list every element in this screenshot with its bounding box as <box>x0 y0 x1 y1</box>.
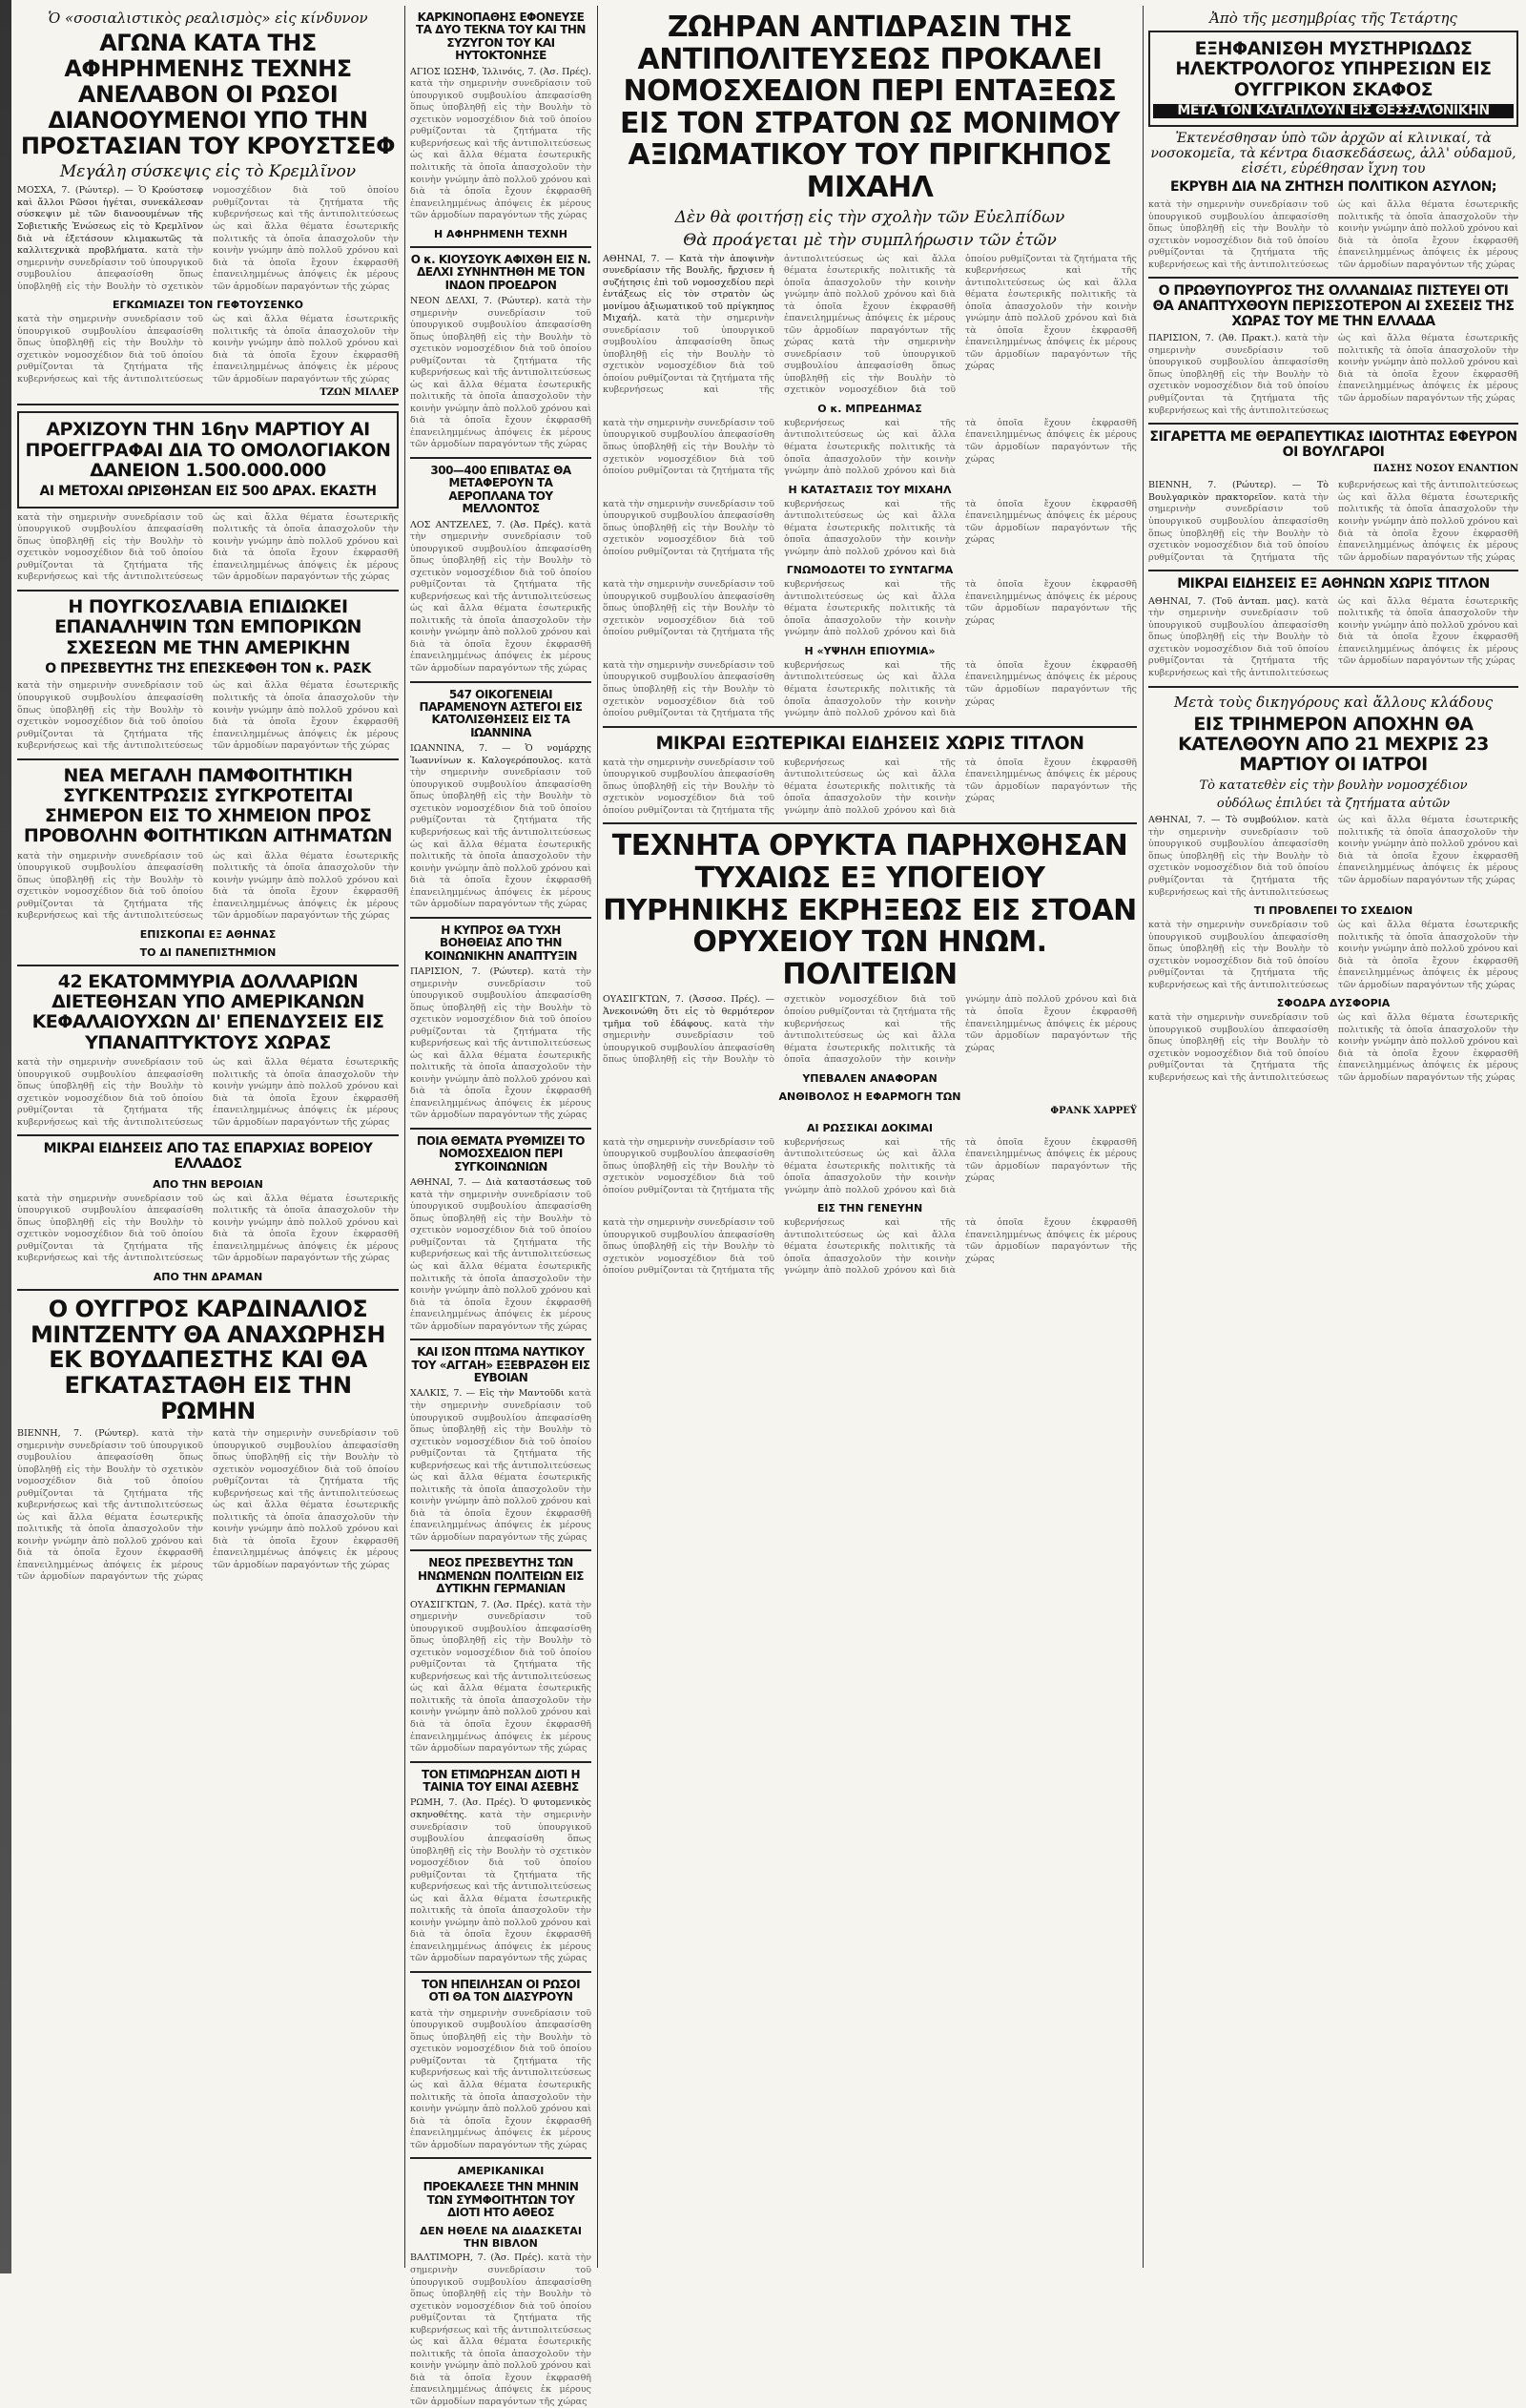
article-body-plan: κατὰ τὴν σημερινὴν συνεδρίασιν τοῦ ὑπουργικοῦ συμβουλίου ἀπεφασίσθη ὅπως ὑποβληθῇ εἰς τὴν Βουλὴν τὸ σχετικὸν νομοσχέδιον διὰ τοῦ ὁποίου ρυθμίζονται τὰ ζητήματα τῆς κυβερνήσεως καὶ τῆς ἀντιπολιτεύσεως ὡς καὶ ἄλλα θέματα ἐσωτερικῆς πολιτικῆς τὰ ὁποῖα ἀπασχολοῦν τὴν κοινὴν γνώμην ἀπὸ πολλοῦ χρόνου καὶ διὰ τὰ ὁποῖα ἔχουν ἐκφρασθῆ ἐπανειλημμένως ἀπόψεις ἐκ μέρους τῶν ἁρμοδίων παραγόντων τῆς χώρας <box>1148 920 1518 990</box>
column-rule <box>404 6 405 2268</box>
article-body-investments: κατὰ τὴν σημερινὴν συνεδρίασιν τοῦ ὑπουργικοῦ συμβουλίου ἀπεφασίσθη ὅπως ὑποβληθῇ εἰς τὴν Βουλὴν τὸ σχετικὸν νομοσχέδιον διὰ τοῦ ὁποίου ρυθμίζονται τὰ ζητήματα τῆς κυβερνήσεως καὶ τῆς ἀντιπολιτεύσεως ὡς καὶ ἄλλα θέματα ἐσωτερικῆς πολιτικῆς τὰ ὁποῖα ἀπασχολοῦν τὴν κοινὴν γνώμην ἀπὸ πολλοῦ χρόνου καὶ διὰ τὰ ὁποῖα ἔχουν ἐκφρασθῆ ἐπανειλημμένως ἀπόψεις ἐκ μέρους τῶν ἁρμοδίων παραγόντων τῆς χώρας <box>17 1056 399 1128</box>
deck-evelpidon: Δὲν θὰ φοιτήσῃ εἰς τὴν σχολὴν τῶν Εὐελπίδων <box>674 207 1065 227</box>
subhead-american-news: ΑΜΕΡΙΚΑΝΙΚΑΙ <box>457 2165 545 2178</box>
byline-miller: ΤΖΩΝ ΜΙΛΛΕΡ <box>320 387 399 399</box>
headline-mindszenty: Ο ΟΥΓΓΡΟΣ ΚΑΡΔΙΝΑΛΙΟΣ ΜΙΝΤΖΕΝΤΥ ΘΑ ΑΝΑΧΩΡΗΣΗ ΕΚ ΒΟΥΔΑΠΕΣΤΗΣ ΚΑΙ ΘΑ ΕΓΚΑΤΑΣΤΑΘΗ ΕΙΣ ΤΗΝ ΡΩΜΗΝ <box>31 1295 385 1425</box>
headline-future-airplanes: 300—400 ΕΠΙΒΑΤΑΣ ΘΑ ΜΕΤΑΦΕΡΟΥΝ ΤΑ ΑΕΡΟΠΛΑΝΑ ΤΟΥ ΜΕΛΛΟΝΤΟΣ <box>430 463 571 516</box>
article-body-cancer-patient: ΑΓΙΟΣ ΙΩΣΗΦ, Ἰλλινόις, 7. (Ἀσ. Πρές). κατὰ τὴν σημερινὴν συνεδρίασιν τοῦ ὑπουργικοῦ συμβουλίου ἀπεφασίσθη ὅπως ὑποβληθῇ εἰς τὴν Βουλὴν τὸ σχετικὸν νομοσχέδιον διὰ τοῦ ὁποίου ρυθμίζονται τὰ ζητήματα τῆς κυβερνήσεως καὶ τῆς ἀντιπολιτεύσεως ὡς καὶ ἄλλα θέματα ἐσωτερικῆς πολιτικῆς τὰ ὁποῖα ἀπασχολοῦν τὴν κοινὴν γνώμην ἀπὸ πολλοῦ χρόνου καὶ διὰ τὰ ὁποῖα ἔχουν ἐκφρασθῆ ἐπανειλημμένως ἀπόψεις ἐκ μέρους τῶν ἁρμοδίων παραγόντων τῆς χώρας <box>410 66 591 221</box>
divider <box>17 1134 399 1136</box>
deck-kremlin: Μεγάλη σύσκεψις εἰς τὸ Κρεμλῖνον <box>59 162 357 182</box>
divider <box>410 1971 591 1973</box>
headline-us-ambassador-germany: ΝΕΟΣ ΠΡΕΣΒΕΥΤΗΣ ΤΩΝ ΗΝΩΜΕΝΩΝ ΠΟΛΙΤΕΙΩΝ ΕΙΣ ΔΥΤΙΚΗΝ ΓΕΡΜΑΝΙΑΝ <box>417 1556 584 1596</box>
subheadline-bond-shares: ΑΙ ΜΕΤΟΧΑΙ ΩΡΙΣΘΗΣΑΝ ΕΙΣ 500 ΔΡΑΧ. ΕΚΑΣΤΗ <box>39 484 377 500</box>
deck-search: Ἐκτενέσθησαν ὑπὸ τῶν ἀρχῶν αἱ κλινικαί, τὰ νοσοκομεῖα, τὰ κέντρα διασκεδάσεως, ἀλλ' οὐδαμοῦ, εἰσέτι, εὑρέθησαν ἴχνη του <box>1150 131 1516 177</box>
subhead-constitution: ΓΝΩΜΟΔΟΤΕΙ ΤΟ ΣΥΝΤΑΓΜΑ <box>786 564 954 577</box>
divider <box>1148 277 1518 279</box>
headline-political-asylum: ΕΚΡΥΒΗ ΔΙΑ ΝΑ ΖΗΤΗΣΗ ΠΟΛΙΤΙΚΟΝ ΑΣΥΛΟΝ; <box>1170 179 1496 196</box>
box-bond-loan <box>17 411 399 508</box>
article-body-atheist: ΒΑΛΤΙΜΟΡΗ, 7. (Ἀσ. Πρές). κατὰ τὴν σημερινὴν συνεδρίασιν τοῦ ὑπουργικοῦ συμβουλίου ἀπεφασίσθη ὅπως ὑποβληθῇ εἰς τὴν Βουλὴν τὸ σχετικὸν νομοσχέδιον διὰ τοῦ ὁποίου ρυθμίζονται τὰ ζητήματα τῆς κυβερνήσεως καὶ τῆς ἀντιπολιτεύσεως ὡς καὶ ἄλλα θέματα ἐσωτερικῆς πολιτικῆς τὰ ὁποῖα ἀπασχολοῦν τὴν κοινὴν γνώμην ἀπὸ πολλοῦ χρόνου καὶ διὰ τὰ ὁποῖα ἔχουν ἐκφρασθῆ ἐπανειλημμένως ἀπόψεις ἐκ μέρους τῶν ἁρμοδίων παραγόντων τῆς χώρας <box>410 2252 591 2407</box>
article-body-airplanes: ΛΟΣ ΑΝΤΖΕΛΕΣ, 7. (Ἀσ. Πρές). κατὰ τὴν σημερινὴν συνεδρίασιν τοῦ ὑπουργικοῦ συμβουλίου ἀπεφασίσθη ὅπως ὑποβληθῇ εἰς τὴν Βουλὴν τὸ σχετικὸν νομοσχέδιον διὰ τοῦ ὁποίου ρυθμίζονται τὰ ζητήματα τῆς κυβερνήσεως καὶ τῆς ἀντιπολιτεύσεως ὡς καὶ ἄλλα θέματα ἐσωτερικῆς πολιτικῆς τὰ ὁποῖα ἀπασχολοῦν τὴν κοινὴν γνώμην ἀπὸ πολλοῦ χρόνου καὶ διὰ τὰ ὁποῖα ἔχουν ἐκφρασθῆ ἐπανειλημμένως ἀπόψεις ἐκ μέρους τῶν ἁρμοδίων παραγόντων τῆς χώρας <box>410 519 591 674</box>
divider <box>17 965 399 966</box>
divider <box>603 726 1137 728</box>
column-rule <box>1143 6 1144 2268</box>
column-rule <box>597 6 598 2268</box>
headline-communications-bill: ΠΟΙΑ ΘΕΜΑΤΑ ΡΥΘΜΙΖΕΙ ΤΟ ΝΟΜΟΣΧΕΔΙΟΝ ΠΕΡΙ ΣΥΓΚΟΙΝΩΝΙΩΝ <box>417 1133 585 1173</box>
subheadline-ambassador-rusk: Ο ΠΡΕΣΒΕΥΤΗΣ ΤΗΣ ΕΠΕΣΚΕΦΘΗ ΤΟΝ κ. ΡΑΣΚ <box>45 660 371 676</box>
article-body-mindszenty: ΒΙΕΝΝΗ, 7. (Ρώυτερ). κατὰ τὴν σημερινὴν συνεδρίασιν τοῦ ὑπουργικοῦ συμβουλίου ἀπεφασίσθη ὅπως ὑποβληθῇ εἰς τὴν Βουλὴν τὸ σχετικὸν νομοσχέδιον διὰ τοῦ ὁποίου ρυθμίζονται τὰ ζητήματα τῆς κυβερνήσεως καὶ τῆς ἀντιπολιτεύσεως ὡς καὶ ἄλλα θέματα ἐσωτερικῆς πολιτικῆς τὰ ὁποῖα ἀπασχολοῦν τὴν κοινὴν γνώμην ἀπὸ πολλοῦ χρόνου καὶ διὰ τὰ ὁποῖα ἔχουν ἐκφρασθῆ ἐπανειλημμένως ἀπόψεις ἐκ μέρους τῶν ἁρμοδίων παραγόντων τῆς χώρας κατὰ τὴν σημερινὴν συνεδρίασιν τοῦ ὑπουργικοῦ συμβουλίου ἀπεφασίσθη ὅπως ὑποβληθῇ εἰς τὴν Βουλὴν τὸ σχετικὸν νομοσχέδιον διὰ τοῦ ὁποίου ρυθμίζονται τὰ ζητήματα τῆς κυβερνήσεως καὶ τῆς ἀντιπολιτεύσεως ὡς καὶ ἄλλα θέματα ἐσωτερικῆς πολιτικῆς τὰ ὁποῖα ἀπασχολοῦν τὴν κοινὴν γνώμην ἀπὸ πολλοῦ χρόνου καὶ διὰ τὰ ὁποῖα ἔχουν ἐκφρασθῆ ἐπανειλημμένως ἀπόψεις ἐκ μέρους τῶν ἁρμοδίων παραγόντων τῆς χώρας <box>17 1428 399 1583</box>
article-body-prince-michael: ΑΘΗΝΑΙ, 7. — Κατὰ τὴν ἀποψινὴν συνεδρίασιν τῆς Βουλῆς, ἤρχισεν ἡ συζήτησις ἐπὶ τοῦ νομοσχεδίου περὶ ἐντάξεως εἰς τὸν στρατὸν ὡς μονίμου ἀξιωματικοῦ τοῦ πρίγκηπος Μιχαήλ. κατὰ τὴν σημερινὴν συνεδρίασιν τοῦ ὑπουργικοῦ συμβουλίου ἀπεφασίσθη ὅπως ὑποβληθῇ εἰς τὴν Βουλὴν τὸ σχετικὸν νομοσχέδιον διὰ τοῦ ὁποίου ρυθμίζονται τὰ ζητήματα τῆς κυβερνήσεως καὶ τῆς ἀντιπολιτεύσεως ὡς καὶ ἄλλα θέματα ἐσωτερικῆς πολιτικῆς τὰ ὁποῖα ἀπασχολοῦν τὴν κοινὴν γνώμην ἀπὸ πολλοῦ χρόνου καὶ διὰ τὰ ὁποῖα ἔχουν ἐκφρασθῆ ἐπανειλημμένως ἀπόψεις ἐκ μέρους τῶν ἁρμοδίων παραγόντων τῆς χώρας κατὰ τὴν σημερινὴν συνεδρίασιν τοῦ ὑπουργικοῦ συμβουλίου ἀπεφασίσθη ὅπως ὑποβληθῇ εἰς τὴν Βουλὴν τὸ σχετικὸν νομοσχέδιον διὰ τοῦ ὁποίου ρυθμίζονται τὰ ζητήματα τῆς κυβερνήσεως καὶ τῆς ἀντιπολιτεύσεως ὡς καὶ ἄλλα θέματα ἐσωτερικῆς πολιτικῆς τὰ ὁποῖα ἀπασχολοῦν τὴν κοινὴν γνώμην ἀπὸ πολλοῦ χρόνου καὶ διὰ τὰ ὁποῖα ἔχουν ἐκφρασθῆ ἐπανειλημμένως ἀπόψεις ἐκ μέρους τῶν ἁρμοδίων παραγόντων τῆς χώρας <box>603 253 1137 396</box>
subhead-geneva: ΕΙΣ ΤΗΝ ΓΕΝΕΥΗΝ <box>816 1202 923 1215</box>
article-body-allowance: κατὰ τὴν σημερινὴν συνεδρίασιν τοῦ ὑπουργικοῦ συμβουλίου ἀπεφασίσθη ὅπως ὑποβληθῇ εἰς τὴν Βουλὴν τὸ σχετικὸν νομοσχέδιον διὰ τοῦ ὁποίου ρυθμίζονται τὰ ζητήματα τῆς κυβερνήσεως καὶ τῆς ἀντιπολιτεύσεως ὡς καὶ ἄλλα θέματα ἐσωτερικῆς πολιτικῆς τὰ ὁποῖα ἀπασχολοῦν τὴν κοινὴν γνώμην ἀπὸ πολλοῦ χρόνου καὶ διὰ τὰ ὁποῖα ἔχουν ἐκφρασθῆ ἐπανειλημμένως ἀπόψεις ἐκ μέρους τῶν ἁρμοδίων παραγόντων τῆς χώρας <box>603 659 1137 719</box>
subhead-application: ΑΝΘΙΒΟΛΟΣ Η ΕΦΑΡΜΟΓΗ ΤΩΝ <box>778 1090 961 1103</box>
divider <box>410 917 591 919</box>
article-body-constitution: κατὰ τὴν σημερινὴν συνεδρίασιν τοῦ ὑπουργικοῦ συμβουλίου ἀπεφασίσθη ὅπως ὑποβληθῇ εἰς τὴν Βουλὴν τὸ σχετικὸν νομοσχέδιον διὰ τοῦ ὁποίου ρυθμίζονται τὰ ζητήματα τῆς κυβερνήσεως καὶ τῆς ἀντιπολιτεύσεως ὡς καὶ ἄλλα θέματα ἐσωτερικῆς πολιτικῆς τὰ ὁποῖα ἀπασχολοῦν τὴν κοινὴν γνώμην ἀπὸ πολλοῦ χρόνου καὶ διὰ τὰ ὁποῖα ἔχουν ἐκφρασθῆ ἐπανειλημμένως ἀπόψεις ἐκ μέρους τῶν ἁρμοδίων παραγόντων τῆς χώρας <box>603 579 1137 638</box>
article-body-dutch-pm: ΠΑΡΙΣΙΟΝ, 7. (Ἀθ. Πρακτ.). κατὰ τὴν σημερινὴν συνεδρίασιν τοῦ ὑπουργικοῦ συμβουλίου ἀπεφασίσθη ὅπως ὑποβληθῇ εἰς τὴν Βουλὴν τὸ σχετικὸν νομοσχέδιον διὰ τοῦ ὁποίου ρυθμίζονται τὰ ζητήματα τῆς κυβερνήσεως καὶ τῆς ἀντιπολιτεύσεως ὡς καὶ ἄλλα θέματα ἐσωτερικῆς πολιτικῆς τὰ ὁποῖα ἀπασχολοῦν τὴν κοινὴν γνώμην ἀπὸ πολλοῦ χρόνου καὶ διὰ τὰ ὁποῖα ἔχουν ἐκφρασθῆ ἐπανειλημμένως ἀπόψεις ἐκ μέρους τῶν ἁρμοδίων παραγόντων τῆς χώρας <box>1148 333 1518 416</box>
headline-missing-electrician: ΕΞΗΦΑΝΙΣΘΗ ΜΥΣΤΗΡΙΩΔΩΣ ΗΛΕΚΤΡΟΛΟΓΟΣ ΥΠΗΡΕΣΙΩΝ ΕΙΣ ΟΥΓΓΡΙΚΟΝ ΣΚΑΦΟΣ <box>1175 38 1492 100</box>
headline-artificial-minerals: ΤΕΧΝΗΤΑ ΟΡΥΚΤΑ ΠΑΡΗΧΘΗΣΑΝ ΤΥΧΑΙΩΣ ΕΞ ΥΠΟΓΕΙΟΥ ΠΥΡΗΝΙΚΗΣ ΕΚΡΗΞΕΩΣ ΕΙΣ ΣΤΟΑΝ ΟΡΥΧΕΙΟΥ ΤΩΝ ΗΝΩΜ. ΠΟΛΙΤΕΙΩΝ <box>603 829 1137 991</box>
headline-kiousouk-new-delhi: Ο κ. ΚΙΟΥΣΟΥΚ ΑΦΙΧΘΗ ΕΙΣ Ν. ΔΕΛΧΙ ΣΥΝΗΝΤΗΘΗ ΜΕ ΤΟΝ ΙΝΔΟΝ ΠΡΟΕΔΡΟΝ <box>410 252 591 292</box>
article-body-athens-briefs: ΑΘΗΝΑΙ, 7. (Τοῦ ἀνταπ. μας). κατὰ τὴν σημερινὴν συνεδρίασιν τοῦ ὑπουργικοῦ συμβουλίου ἀπεφασίσθη ὅπως ὑποβληθῇ εἰς τὴν Βουλὴν τὸ σχετικὸν νομοσχέδιον διὰ τοῦ ὁποίου ρυθμίζονται τὰ ζητήματα τῆς κυβερνήσεως καὶ τῆς ἀντιπολιτεύσεως ὡς καὶ ἄλλα θέματα ἐσωτερικῆς πολιτικῆς τὰ ὁποῖα ἀπασχολοῦν τὴν κοινὴν γνώμην ἀπὸ πολλοῦ χρόνου καὶ διὰ τὰ ὁποῖα ἔχουν ἐκφρασθῆ ἐπανειλημμένως ἀπόψεις ἐκ μέρους τῶν ἁρμοδίων παραγόντων τῆς χώρας <box>1148 595 1518 678</box>
kicker-wednesday: Ἀπὸ τῆς μεσημβρίας τῆς Τετάρτης <box>1209 10 1457 27</box>
headline-prince-michael: ΖΩΗΡΑΝ ΑΝΤΙΔΡΑΣΙΝ ΤΗΣ ΑΝΤΙΠΟΛΙΤΕΥΣΕΩΣ ΠΡΟΚΑΛΕΙ ΝΟΜΟΣΧΕΔΙΟΝ ΠΕΡΙ ΕΝΤΑΞΕΩΣ ΕΙΣ ΤΟΝ ΣΤΡΑΤΟΝ ΩΣ ΜΟΝΙΜΟΥ ΑΞΙΩΜΑΤΙΚΟΥ ΤΟΥ ΠΡΙΓΚΗΠΟΣ ΜΙΧΑΗΛ <box>620 10 1120 204</box>
article-body-brednimas: κατὰ τὴν σημερινὴν συνεδρίασιν τοῦ ὑπουργικοῦ συμβουλίου ἀπεφασίσθη ὅπως ὑποβληθῇ εἰς τὴν Βουλὴν τὸ σχετικὸν νομοσχέδιον διὰ τοῦ ὁποίου ρυθμίζονται τὰ ζητήματα τῆς κυβερνήσεως καὶ τῆς ἀντιπολιτεύσεως ὡς καὶ ἄλλα θέματα ἐσωτερικῆς πολιτικῆς τὰ ὁποῖα ἀπασχολοῦν τὴν κοινὴν γνώμην ἀπὸ πολλοῦ χρόνου καὶ διὰ τὰ ὁποῖα ἔχουν ἐκφρασθῆ ἐπανειλημμένως ἀπόψεις ἐκ μέρους τῶν ἁρμοδίων παραγόντων τῆς χώρας <box>603 417 1137 477</box>
divider <box>603 822 1137 824</box>
article-body-status: κατὰ τὴν σημερινὴν συνεδρίασιν τοῦ ὑπουργικοῦ συμβουλίου ἀπεφασίσθη ὅπως ὑποβληθῇ εἰς τὴν Βουλὴν τὸ σχετικὸν νομοσχέδιον διὰ τοῦ ὁποίου ρυθμίζονται τὰ ζητήματα τῆς κυβερνήσεως καὶ τῆς ἀντιπολιτεύσεως ὡς καὶ ἄλλα θέματα ἐσωτερικῆς πολιτικῆς τὰ ὁποῖα ἀπασχολοῦν τὴν κοινὴν γνώμην ἀπὸ πολλοῦ χρόνου καὶ διὰ τὰ ὁποῖα ἔχουν ἐκφρασθῆ ἐπανειλημμένως ἀπόψεις ἐκ μέρους τῶν ἁρμοδίων παραγόντων τῆς χώρας <box>603 498 1137 557</box>
article-body-foreign-briefs: κατὰ τὴν σημερινὴν συνεδρίασιν τοῦ ὑπουργικοῦ συμβουλίου ἀπεφασίσθη ὅπως ὑποβληθῇ εἰς τὴν Βουλὴν τὸ σχετικὸν νομοσχέδιον διὰ τοῦ ὁποίου ρυθμίζονται τὰ ζητήματα τῆς κυβερνήσεως καὶ τῆς ἀντιπολιτεύσεως ὡς καὶ ἄλλα θέματα ἐσωτερικῆς πολιτικῆς τὰ ὁποῖα ἀπασχολοῦν τὴν κοινὴν γνώμην ἀπὸ πολλοῦ χρόνου καὶ διὰ τὰ ὁποῖα ἔχουν ἐκφρασθῆ ἐπανειλημμένως ἀπόψεις ἐκ μέρους τῶν ἁρμοδίων παραγόντων τῆς χώρας <box>603 757 1137 816</box>
headline-yugoslavia-trade: Η ΠΟΥΓΚΟΣΛΑΒΙΑ ΕΠΙΔΙΩΚΕΙ ΕΠΑΝΑΛΗΨΙΝ ΤΩΝ ΕΜΠΟΡΙΚΩΝ ΣΧΕΣΕΩΝ ΜΕ ΤΗΝ ΑΜΕΡΙΚΗΝ <box>54 596 361 658</box>
divider <box>410 1549 591 1551</box>
article-body-new-delhi: ΝΕΟΝ ΔΕΛΧΙ, 7. (Ρώυτερ). κατὰ τὴν σημερινὴν συνεδρίασιν τοῦ ὑπουργικοῦ συμβουλίου ἀπεφασίσθη ὅπως ὑποβληθῇ εἰς τὴν Βουλὴν τὸ σχετικὸν νομοσχέδιον διὰ τοῦ ὁποίου ρυθμίζονται τὰ ζητήματα τῆς κυβερνήσεως καὶ τῆς ἀντιπολιτεύσεως ὡς καὶ ἄλλα θέματα ἐσωτερικῆς πολιτικῆς τὰ ὁποῖα ἀπασχολοῦν τὴν κοινὴν γνώμην ἀπὸ πολλοῦ χρόνου καὶ διὰ τὰ ὁποῖα ἔχουν ἐκφρασθῆ ἐπανειλημμένως ἀπόψεις ἐκ μέρους τῶν ἁρμοδίων παραγόντων τῆς χώρας <box>410 295 591 450</box>
headline-blasphemous-film: ΤΟΝ ΕΤΙΜΩΡΗΣΑΝ ΔΙΟΤΙ Η ΤΑΙΝΙΑ ΤΟΥ ΕΙΝΑΙ ΑΣΕΒΗΣ <box>422 1767 580 1795</box>
box-electrician-headline <box>1148 31 1518 127</box>
headline-thessaloniki: ΜΕΤΑ ΤΟΝ ΚΑΤΑΠΛΟΥΝ ΕΙΣ ΘΕΣΣΑΛΟΝΙΚΗΝ <box>1153 104 1514 119</box>
center-columns <box>603 8 1137 2266</box>
headline-bond-loan: ΑΡΧΙΖΟΥΝ ΤΗΝ 16ην ΜΑΡΤΙΟΥ ΑΙ ΠΡΟΕΓΓΡΑΦΑΙ ΔΙΑ ΤΟ ΟΜΟΛΟΓΙΑΚΟΝ ΔΑΝΕΙΟΝ 1.500.000.000 <box>25 419 391 481</box>
subhead-yevtushenko: ΕΓΚΩΜΙΑΖΕΙ ΤΟΝ ΓΕΦΤΟΥΣΕΝΚΟ <box>112 299 304 312</box>
subhead-bible: ΔΕΝ ΗΘΕΛΕ ΝΑ ΔΙΔΑΣΚΕΤΑΙ ΤΗΝ ΒΙΒΛΟΝ <box>420 2225 582 2251</box>
divider <box>410 457 591 459</box>
headline-42-million-dollars: 42 ΕΚΑΤΟΜΜΥΡΙΑ ΔΟΛΛΑΡΙΩΝ ΔΙΕΤΕΘΗΣΑΝ ΥΠΟ ΑΜΕΡΙΚΑΝΩΝ ΚΕΦΑΛΑΙΟΥΧΩΝ ΔΙ' ΕΠΕΝΔΥΣΕΙΣ ΕΙΣ ΥΠΑΝΑΠΤΥΚΤΟΥΣ ΧΩΡΑΣ <box>31 970 384 1053</box>
divider <box>17 590 399 592</box>
byline-frank-harrey: ΦΡΑΝΚ ΧΑΡΡΕΫ <box>1050 1105 1137 1116</box>
article-body-bond-loan: κατὰ τὴν σημερινὴν συνεδρίασιν τοῦ ὑπουργικοῦ συμβουλίου ἀπεφασίσθη ὅπως ὑποβληθῇ εἰς τὴν Βουλὴν τὸ σχετικὸν νομοσχέδιον διὰ τοῦ ὁποίου ρυθμίζονται τὰ ζητήματα τῆς κυβερνήσεως καὶ τῆς ἀντιπολιτεύσεως ὡς καὶ ἄλλα θέματα ἐσωτερικῆς πολιτικῆς τὰ ὁποῖα ἀπασχολοῦν τὴν κοινὴν γνώμην ἀπὸ πολλοῦ χρόνου καὶ διὰ τὰ ὁποῖα ἔχουν ἐκφρασθῆ ἐπανειλημμένως ἀπόψεις ἐκ μέρους τῶν ἁρμοδίων παραγόντων τῆς χώρας <box>17 511 399 583</box>
subhead-michael-status: Η ΚΑΤΑΣΤΑΣΙΣ ΤΟΥ ΜΙΧΑΗΛ <box>788 483 952 496</box>
headline-cyprus-aid: Η ΚΥΠΡΟΣ ΘΑ ΤΥΧΗ ΒΟΗΘΕΙΑΣ ΑΠΟ ΤΗΝ ΚΟΙΝΩΝΙΚΗΝ ΑΝΑΠΤΥΞΙΝ <box>424 923 577 963</box>
headline-ioannina-landslides: 547 ΟΙΚΟΓΕΝΕΙΑΙ ΠΑΡΑΜΕΝΟΥΝ ΑΣΤΕΓΟΙ ΕΙΣ ΚΑΤΟΛΙΣΘΗΣΕΙΣ ΕΙΣ ΤΑ ΙΩΑΝΝΙΝΑ <box>419 687 583 739</box>
headline-student-rally: ΝΕΑ ΜΕΓΑΛΗ ΠΑΜΦΟΙΤΗΤΙΚΗ ΣΥΓΚΕΝΤΡΩΣΙΣ ΣΥΓΚΡΟΤΕΙΤΑΙ ΣΗΜΕΡΟΝ ΕΙΣ ΤΟ ΧΗΜΕΙΟΝ ΠΡΟΣ ΠΡΟΒΟΛΗΝ ΦΟΙΤΗΤΙΚΩΝ ΑΙΤΗΜΑΤΩΝ <box>23 764 393 847</box>
divider <box>17 758 399 760</box>
article-body-electrician: κατὰ τὴν σημερινὴν συνεδρίασιν τοῦ ὑπουργικοῦ συμβουλίου ἀπεφασίσθη ὅπως ὑποβληθῇ εἰς τὴν Βουλὴν τὸ σχετικὸν νομοσχέδιον διὰ τοῦ ὁποίου ρυθμίζονται τὰ ζητήματα τῆς κυβερνήσεως καὶ τῆς ἀντιπολιτεύσεως ὡς καὶ ἄλλα θέματα ἐσωτερικῆς πολιτικῆς τὰ ὁποῖα ἀπασχολοῦν τὴν κοινὴν γνώμην ἀπὸ πολλοῦ χρόνου καὶ διὰ τὰ ὁποῖα ἔχουν ἐκφρασθῆ ἐπανειλημμένως ἀπόψεις ἐκ μέρους τῶν ἁρμοδίων παραγόντων τῆς χώρας <box>1148 199 1518 270</box>
article-body-minerals: ΟΥΑΣΙΓΚΤΩΝ, 7. (Ἀσσοσ. Πρές). — Ἀνεκοινώθη ὅτι εἰς τὸ θερμότερον τμῆμα τοῦ ἐδάφους. κατὰ τὴν σημερινὴν συνεδρίασιν τοῦ ὑπουργικοῦ συμβουλίου ἀπεφασίσθη ὅπως ὑποβληθῇ εἰς τὴν Βουλὴν τὸ σχετικὸν νομοσχέδιον διὰ τοῦ ὁποίου ρυθμίζονται τὰ ζητήματα τῆς κυβερνήσεως καὶ τῆς ἀντιπολιτεύσεως ὡς καὶ ἄλλα θέματα ἐσωτερικῆς πολιτικῆς τὰ ὁποῖα ἀπασχολοῦν τὴν κοινὴν γνώμην ἀπὸ πολλοῦ χρόνου καὶ διὰ τὰ ὁποῖα ἔχουν ἐκφρασθῆ ἐπανειλημμένως ἀπόψεις ἐκ μέρους τῶν ἁρμοδίων παραγόντων τῆς χώρας <box>603 994 1137 1066</box>
deck-issues: οὐδόλως ἐπιλύει τὰ ζητήματα αὐτῶν <box>1216 797 1451 812</box>
article-body-doctors: ΑΘΗΝΑΙ, 7. — Τὸ συμβούλιον. κατὰ τὴν σημερινὴν συνεδρίασιν τοῦ ὑπουργικοῦ συμβουλίου ἀπεφασίσθη ὅπως ὑποβληθῇ εἰς τὴν Βουλὴν τὸ σχετικὸν νομοσχέδιον διὰ τοῦ ὁποίου ρυθμίζονται τὰ ζητήματα τῆς κυβερνήσεως καὶ τῆς ἀντιπολιτεύσεως ὡς καὶ ἄλλα θέματα ἐσωτερικῆς πολιτικῆς τὰ ὁποῖα ἀπασχολοῦν τὴν κοινὴν γνώμην ἀπὸ πολλοῦ χρόνου καὶ διὰ τὰ ὁποῖα ἔχουν ἐκφρασθῆ ἐπανειλημμένως ἀπόψεις ἐκ μέρους τῶν ἁρμοδίων παραγόντων τῆς χώρας <box>1148 815 1518 898</box>
byline-against-disease: ΠΑΣΗΣ ΝΟΣΟΥ ΕΝΑΝΤΙΟΝ <box>1372 464 1518 475</box>
headline-doctors-strike: ΕΙΣ ΤΡΙΗΜΕΡΟΝ ΑΠΟΧΗΝ ΘΑ ΚΑΤΕΛΘΟΥΝ ΑΠΟ 21 ΜΕΧΡΙΣ 23 ΜΑΡΤΙΟΥ ΟΙ ΙΑΤΡΟΙ <box>1178 713 1489 776</box>
headline-abstract-art: ΑΓΩΝΑ ΚΑΤΑ ΤΗΣ ΑΦΗΡΗΜΕΝΗΣ ΤΕΧΝΗΣ ΑΝΕΛΑΒΟΝ ΟΙ ΡΩΣΟΙ ΔΙΑΝΟΟΥΜΕΝΟΙ ΥΠΟ ΤΗΝ ΠΡΟΣΤΑΣΙΑΝ ΤΟΥ ΚΡΟΥΣΤΣΕΦ <box>20 30 396 159</box>
divider <box>1148 570 1518 571</box>
divider <box>410 246 591 248</box>
divider <box>410 681 591 683</box>
article-body-evia: ΧΑΛΚΙΣ, 7. — Εἰς τὴν Μαντοῦδι κατὰ τὴν σημερινὴν συνεδρίασιν τοῦ ὑπουργικοῦ συμβουλίου ἀπεφασίσθη ὅπως ὑποβληθῇ εἰς τὴν Βουλὴν τὸ σχετικὸν νομοσχέδιον διὰ τοῦ ὁποίου ρυθμίζονται τὰ ζητήματα τῆς κυβερνήσεως καὶ τῆς ἀντιπολιτεύσεως ὡς καὶ ἄλλα θέματα ἐσωτερικῆς πολιτικῆς τὰ ὁποῖα ἀπασχολοῦν τὴν κοινὴν γνώμην ἀπὸ πολλοῦ χρόνου καὶ διὰ τὰ ὁποῖα ἔχουν ἐκφρασθῆ ἐπανειλημμένως ἀπόψεις ἐκ μέρους τῶν ἁρμοδίων παραγόντων τῆς χώρας <box>410 1388 591 1543</box>
column-2 <box>410 8 591 2407</box>
article-body-abstract-art: ΜΟΣΧΑ, 7. (Ρώυτερ). — Ὁ Κρούστσεφ καὶ ἄλλοι Ρῶσοι ἡγέται, συνεκάλεσαν σύσκεψιν μὲ τῶν διανοουμένων τῆς Σοβιετικῆς Ἑνώσεως εἰς τὸ Κρεμλῖνον διὰ νὰ ἐξετάσουν κλιμακωτῶς τὰ καλλιτεχνικὰ προβλήματα. κατὰ τὴν σημερινὴν συνεδρίασιν τοῦ ὑπουργικοῦ συμβουλίου ἀπεφασίσθη ὅπως ὑποβληθῇ εἰς τὴν Βουλὴν τὸ σχετικὸν νομοσχέδιον διὰ τοῦ ὁποίου ρυθμίζονται τὰ ζητήματα τῆς κυβερνήσεως καὶ τῆς ἀντιπολιτεύσεως ὡς καὶ ἄλλα θέματα ἐσωτερικῆς πολιτικῆς τὰ ὁποῖα ἀπασχολοῦν τὴν κοινὴν γνώμην ἀπὸ πολλοῦ χρόνου καὶ διὰ τὰ ὁποῖα ἔχουν ἐκφρασθῆ ἐπανειλημμένως ἀπόψεις ἐκ μέρους τῶν ἁρμοδίων παραγόντων τῆς χώρας <box>17 185 399 292</box>
column-4 <box>1148 8 1518 2266</box>
article-body-geneva: κατὰ τὴν σημερινὴν συνεδρίασιν τοῦ ὑπουργικοῦ συμβουλίου ἀπεφασίσθη ὅπως ὑποβληθῇ εἰς τὴν Βουλὴν τὸ σχετικὸν νομοσχέδιον διὰ τοῦ ὁποίου ρυθμίζονται τὰ ζητήματα τῆς κυβερνήσεως καὶ τῆς ἀντιπολιτεύσεως ὡς καὶ ἄλλα θέματα ἐσωτερικῆς πολιτικῆς τὰ ὁποῖα ἀπασχολοῦν τὴν κοινὴν γνώμην ἀπὸ πολλοῦ χρόνου καὶ διὰ τὰ ὁποῖα ἔχουν ἐκφρασθῆ ἐπανειλημμένως ἀπόψεις ἐκ μέρους τῶν ἁρμοδίων παραγόντων τῆς χώρας <box>603 1217 1137 1277</box>
article-body-communications: ΑΘΗΝΑΙ, 7. — Διὰ καταστάσεως τοῦ κατὰ τὴν σημερινὴν συνεδρίασιν τοῦ ὑπουργικοῦ συμβουλίου ἀπεφασίσθη ὅπως ὑποβληθῇ εἰς τὴν Βουλὴν τὸ σχετικὸν νομοσχέδιον διὰ τοῦ ὁποίου ρυθμίζονται τὰ ζητήματα τῆς κυβερνήσεως καὶ τῆς ἀντιπολιτεύσεως ὡς καὶ ἄλλα θέματα ἐσωτερικῆς πολιτικῆς τὰ ὁποῖα ἀπασχολοῦν τὴν κοινὴν γνώμην ἀπὸ πολλοῦ χρόνου καὶ διὰ τὰ ὁποῖα ἔχουν ἐκφρασθῆ ἐπανειλημμένως ἀπόψεις ἐκ μέρους τῶν ἁρμοδίων παραγόντων τῆς χώρας <box>410 1177 591 1332</box>
headline-russians-threatened: ΤΟΝ ΗΠΕΙΛΗΣΑΝ ΟΙ ΡΩΣΟΙ ΟΤΙ ΘΑ ΤΟΝ ΔΙΑΣΥΡΟΥΝ <box>421 1977 581 2004</box>
divider <box>410 2157 591 2159</box>
article-body-ioannina: ΙΩΑΝΝΙΝΑ, 7. — Ὁ νομάρχης Ἰωαννίνων κ. Καλογερόπουλος. κατὰ τὴν σημερινὴν συνεδρίασιν τοῦ ὑπουργικοῦ συμβουλίου ἀπεφασίσθη ὅπως ὑποβληθῇ εἰς τὴν Βουλὴν τὸ σχετικὸν νομοσχέδιον διὰ τοῦ ὁποίου ρυθμίζονται τὰ ζητήματα τῆς κυβερνήσεως καὶ τῆς ἀντιπολιτεύσεως ὡς καὶ ἄλλα θέματα ἐσωτερικῆς πολιτικῆς τὰ ὁποῖα ἀπασχολοῦν τὴν κοινὴν γνώμην ἀπὸ πολλοῦ χρόνου καὶ διὰ τὰ ὁποῖα ἔχουν ἐκφρασθῆ ἐπανειλημμένως ἀπόψεις ἐκ μέρους τῶν ἁρμοδίων παραγόντων τῆς χώρας <box>410 743 591 910</box>
subhead-episkopai: ΕΠΙΣΚΟΠΑΙ ΕΞ ΑΘΗΝΑΣ <box>139 927 277 941</box>
article-body-russian-tests: κατὰ τὴν σημερινὴν συνεδρίασιν τοῦ ὑπουργικοῦ συμβουλίου ἀπεφασίσθη ὅπως ὑποβληθῇ εἰς τὴν Βουλὴν τὸ σχετικὸν νομοσχέδιον διὰ τοῦ ὁποίου ρυθμίζονται τὰ ζητήματα τῆς κυβερνήσεως καὶ τῆς ἀντιπολιτεύσεως ὡς καὶ ἄλλα θέματα ἐσωτερικῆς πολιτικῆς τὰ ὁποῖα ἀπασχολοῦν τὴν κοινὴν γνώμην ἀπὸ πολλοῦ χρόνου καὶ διὰ τὰ ὁποῖα ἔχουν ἐκφρασθῆ ἐπανειλημμένως ἀπόψεις ἐκ μέρους τῶν ἁρμοδίων παραγόντων τῆς χώρας <box>603 1136 1137 1195</box>
divider <box>17 1289 399 1291</box>
deck-promotion: Θὰ προάγεται μὲ τὴν συμπλήρωσιν τῶν ἐτῶν <box>683 230 1057 250</box>
subhead-report: ΥΠΕΒΑΛΕΝ ΑΝΑΦΟΡΑΝ <box>802 1071 938 1085</box>
divider <box>410 1761 591 1763</box>
article-body-cigarette: ΒΙΕΝΝΗ, 7. (Ρώυτερ). — Τὸ Βουλγαρικὸν πρακτορεῖον. κατὰ τὴν σημερινὴν συνεδρίασιν τοῦ ὑπουργικοῦ συμβουλίου ἀπεφασίσθη ὅπως ὑποβληθῇ εἰς τὴν Βουλὴν τὸ σχετικὸν νομοσχέδιον διὰ τοῦ ὁποίου ρυθμίζονται τὰ ζητήματα τῆς κυβερνήσεως καὶ τῆς ἀντιπολιτεύσεως ὡς καὶ ἄλλα θέματα ἐσωτερικῆς πολιτικῆς τὰ ὁποῖα ἀπασχολοῦν τὴν κοινὴν γνώμην ἀπὸ πολλοῦ χρόνου καὶ διὰ τὰ ὁποῖα ἔχουν ἐκφρασθῆ ἐπανειλημμένως ἀπόψεις ἐκ μέρους τῶν ἁρμοδίων παραγόντων τῆς χώρας <box>1148 480 1518 563</box>
article-body-yugoslavia: κατὰ τὴν σημερινὴν συνεδρίασιν τοῦ ὑπουργικοῦ συμβουλίου ἀπεφασίσθη ὅπως ὑποβληθῇ εἰς τὴν Βουλὴν τὸ σχετικὸν νομοσχέδιον διὰ τοῦ ὁποίου ρυθμίζονται τὰ ζητήματα τῆς κυβερνήσεως καὶ τῆς ἀντιπολιτεύσεως ὡς καὶ ἄλλα θέματα ἐσωτερικῆς πολιτικῆς τὰ ὁποῖα ἀπασχολοῦν τὴν κοινὴν γνώμην ἀπὸ πολλοῦ χρόνου καὶ διὰ τὰ ὁποῖα ἔχουν ἐκφρασθῆ ἐπανειλημμένως ἀπόψεις ἐκ μέρους τῶν ἁρμοδίων παραγόντων τῆς χώρας <box>17 680 399 752</box>
article-body-veroia: κατὰ τὴν σημερινὴν συνεδρίασιν τοῦ ὑπουργικοῦ συμβουλίου ἀπεφασίσθη ὅπως ὑποβληθῇ εἰς τὴν Βουλὴν τὸ σχετικὸν νομοσχέδιον διὰ τοῦ ὁποίου ρυθμίζονται τὰ ζητήματα τῆς κυβερνήσεως καὶ τῆς ἀντιπολιτεύσεως ὡς καὶ ἄλλα θέματα ἐσωτερικῆς πολιτικῆς τὰ ὁποῖα ἀπασχολοῦν τὴν κοινὴν γνώμην ἀπὸ πολλοῦ χρόνου καὶ διὰ τὰ ὁποῖα ἔχουν ἐκφρασθῆ ἐπανειλημμένως ἀπόψεις ἐκ μέρους τῶν ἁρμοδίων παραγόντων τῆς χώρας <box>17 1193 399 1264</box>
divider <box>410 1128 591 1130</box>
subhead-discontent: ΣΦΟΔΡΑ ΔΥΣΦΟΡΙΑ <box>1276 997 1391 1010</box>
kicker-lawyers: Μετὰ τοὺς δικηγόρους καὶ ἄλλους κλάδους <box>1173 693 1494 711</box>
headline-sailor-body-evia: ΚΑΙ ΙΣΟΝ ΠΤΩΜΑ ΝΑΥΤΙΚΟΥ ΤΟΥ «ΑΓΓΑΗ» ΕΞΕΒΡΑΣΘΗ ΕΙΣ ΕΥΒΟΙΑΝ <box>411 1345 590 1385</box>
divider <box>17 404 399 405</box>
headline-dutch-pm: Ο ΠΡΩΘΥΠΟΥΡΓΟΣ ΤΗΣ ΟΛΛΑΝΔΙΑΣ ΠΙΣΤΕΥΕΙ ΟΤΙ ΘΑ ΑΝΑΠΤΥΧΘΟΥΝ ΠΕΡΙΣΣΟΤΕΡΟΝ ΑΙ ΣΧΕΣΕΙΣ ΤΗΣ ΧΩΡΑΣ ΤΟΥ ΜΕ ΤΗΝ ΕΛΛΑΔΑ <box>1152 283 1515 329</box>
subhead-veroia: ΑΠΟ ΤΗΝ ΒΕΡΟΙΑΝ <box>153 1177 263 1191</box>
headline-cancer-patient: ΚΑΡΚΙΝΟΠΑΘΗΣ ΕΦΟΝΕΥΣΕ ΤΑ ΔΥΟ ΤΕΚΝΑ ΤΟΥ ΚΑΙ ΤΗΝ ΣΥΖΥΓΟΝ ΤΟΥ ΚΑΙ ΗΥΤΟΚΤΟΝΗΣΕ <box>416 10 586 63</box>
headline-northern-greece-news: ΜΙΚΡΑΙ ΕΙΔΗΣΕΙΣ ΑΠΟ ΤΑΣ ΕΠΑΡΧΙΑΣ ΒΟΡΕΙΟΥ ΕΛΛΑΔΟΣ <box>43 1141 373 1172</box>
article-body-student-rally: κατὰ τὴν σημερινὴν συνεδρίασιν τοῦ ὑπουργικοῦ συμβουλίου ἀπεφασίσθη ὅπως ὑποβληθῇ εἰς τὴν Βουλὴν τὸ σχετικὸν νομοσχέδιον διὰ τοῦ ὁποίου ρυθμίζονται τὰ ζητήματα τῆς κυβερνήσεως καὶ τῆς ἀντιπολιτεύσεως ὡς καὶ ἄλλα θέματα ἐσωτερικῆς πολιτικῆς τὰ ὁποῖα ἀπασχολοῦν τὴν κοινὴν γνώμην ἀπὸ πολλοῦ χρόνου καὶ διὰ τὰ ὁποῖα ἔχουν ἐκφρασθῆ ἐπανειλημμένως ἀπόψεις ἐκ μέρους τῶν ἁρμοδίων παραγόντων τῆς χώρας <box>17 850 399 922</box>
headline-foreign-briefs: ΜΙΚΡΑΙ ΕΞΩΤΕΡΙΚΑΙ ΕΙΔΗΣΕΙΣ ΧΩΡΙΣ ΤΙΤΛΟΝ <box>655 732 1084 754</box>
article-body-ambassador: ΟΥΑΣΙΓΚΤΩΝ, 7. (Ἀσ. Πρές). κατὰ τὴν σημερινὴν συνεδρίασιν τοῦ ὑπουργικοῦ συμβουλίου ἀπεφασίσθη ὅπως ὑποβληθῇ εἰς τὴν Βουλὴν τὸ σχετικὸν νομοσχέδιον διὰ τοῦ ὁποίου ρυθμίζονται τὰ ζητήματα τῆς κυβερνήσεως καὶ τῆς ἀντιπολιτεύσεως ὡς καὶ ἄλλα θέματα ἐσωτερικῆς πολιτικῆς τὰ ὁποῖα ἀπασχολοῦν τὴν κοινὴν γνώμην ἀπὸ πολλοῦ χρόνου καὶ διὰ τὰ ὁποῖα ἔχουν ἐκφρασθῆ ἐπανειλημμένως ἀπόψεις ἐκ μέρους τῶν ἁρμοδίων παραγόντων τῆς χώρας <box>410 1599 591 1754</box>
headline-bulgarian-cigarette: ΣΙΓΑΡΕΤΤΑ ΜΕ ΘΕΡΑΠΕΥΤΙΚΑΣ ΙΔΙΟΤΗΤΑΣ ΕΦΕΥΡΟΝ ΟΙ ΒΟΥΛΓΑΡΟΙ <box>1149 429 1517 460</box>
divider <box>1148 423 1518 425</box>
page-edge-scan-strip <box>0 0 11 2273</box>
subhead-plan: ΤΙ ΠΡΟΒΛΕΠΕΙ ΤΟ ΣΧΕΔΙΟΝ <box>1253 904 1413 918</box>
subhead-russian-tests: ΑΙ ΡΩΣΣΙΚΑΙ ΔΟΚΙΜΑΙ <box>807 1121 933 1134</box>
divider <box>410 1339 591 1340</box>
deck-bill: Τὸ κατατεθὲν εἰς τὴν βουλὴν νομοσχέδιον <box>1199 778 1468 794</box>
subhead-abstract-art: Η ΑΦΗΡΗΜΕΝΗ ΤΕΧΝΗ <box>434 227 567 240</box>
kicker-abstract-art: Ὁ «σοσιαλιστικὸς ρεαλισμὸς» εἰς κίνδυνον <box>48 10 368 27</box>
subhead-university: ΤΟ ΔΙ ΠΑΝΕΠΙΣΤΗΜΙΟΝ <box>139 945 277 959</box>
subhead-high-allowance: Η «ΥΨΗΛΗ ΕΠΙΟΥΜΙΑ» <box>804 644 936 657</box>
divider <box>1148 686 1518 688</box>
headline-atheist-student: ΠΡΟΕΚΑΛΕΣΕ ΤΗΝ ΜΗΝΙΝ ΤΩΝ ΣΥΜΦΟΙΤΗΤΩΝ ΤΟΥ ΔΙΟΤΙ ΗΤΟ ΑΘΕΟΣ <box>423 2180 579 2220</box>
article-body-film: ΡΩΜΗ, 7. (Ἀσ. Πρές). Ὁ φυτομενικὸς σκηνοθέτης. κατὰ τὴν σημερινὴν συνεδρίασιν τοῦ ὑπουργικοῦ συμβουλίου ἀπεφασίσθη ὅπως ὑποβληθῇ εἰς τὴν Βουλὴν τὸ σχετικὸν νομοσχέδιον διὰ τοῦ ὁποίου ρυθμίζονται τὰ ζητήματα τῆς κυβερνήσεως καὶ τῆς ἀντιπολιτεύσεως ὡς καὶ ἄλλα θέματα ἐσωτερικῆς πολιτικῆς τὰ ὁποῖα ἀπασχολοῦν τὴν κοινὴν γνώμην ἀπὸ πολλοῦ χρόνου καὶ διὰ τὰ ὁποῖα ἔχουν ἐκφρασθῆ ἐπανειλημμένως ἀπόψεις ἐκ μέρους τῶν ἁρμοδίων παραγόντων τῆς χώρας <box>410 1797 591 1964</box>
headline-athens-briefs: ΜΙΚΡΑΙ ΕΙΔΗΣΕΙΣ ΕΞ ΑΘΗΝΩΝ ΧΩΡΙΣ ΤΙΤΛΟΝ <box>1177 576 1490 592</box>
article-body-discontent: κατὰ τὴν σημερινὴν συνεδρίασιν τοῦ ὑπουργικοῦ συμβουλίου ἀπεφασίσθη ὅπως ὑποβληθῇ εἰς τὴν Βουλὴν τὸ σχετικὸν νομοσχέδιον διὰ τοῦ ὁποίου ρυθμίζονται τὰ ζητήματα τῆς κυβερνήσεως καὶ τῆς ἀντιπολιτεύσεως ὡς καὶ ἄλλα θέματα ἐσωτερικῆς πολιτικῆς τὰ ὁποῖα ἀπασχολοῦν τὴν κοινὴν γνώμην ἀπὸ πολλοῦ χρόνου καὶ διὰ τὰ ὁποῖα ἔχουν ἐκφρασθῆ ἐπανειλημμένως ἀπόψεις ἐκ μέρους τῶν ἁρμοδίων παραγόντων τῆς χώρας <box>1148 1012 1518 1083</box>
article-body-yevtushenko: κατὰ τὴν σημερινὴν συνεδρίασιν τοῦ ὑπουργικοῦ συμβουλίου ἀπεφασίσθη ὅπως ὑποβληθῇ εἰς τὴν Βουλὴν τὸ σχετικὸν νομοσχέδιον διὰ τοῦ ὁποίου ρυθμίζονται τὰ ζητήματα τῆς κυβερνήσεως καὶ τῆς ἀντιπολιτεύσεως ὡς καὶ ἄλλα θέματα ἐσωτερικῆς πολιτικῆς τὰ ὁποῖα ἀπασχολοῦν τὴν κοινὴν γνώμην ἀπὸ πολλοῦ χρόνου καὶ διὰ τὰ ὁποῖα ἔχουν ἐκφρασθῆ ἐπανειλημμένως ἀπόψεις ἐκ μέρους τῶν ἁρμοδίων παραγόντων τῆς χώρας <box>17 314 399 384</box>
subhead-drama: ΑΠΟ ΤΗΝ ΔΡΑΜΑΝ <box>153 1270 263 1283</box>
column-1 <box>17 8 399 2266</box>
article-body-cyprus: ΠΑΡΙΣΙΟΝ, 7. (Ρώυτερ). κατὰ τὴν σημερινὴν συνεδρίασιν τοῦ ὑπουργικοῦ συμβουλίου ἀπεφασίσθη ὅπως ὑποβληθῇ εἰς τὴν Βουλὴν τὸ σχετικὸν νομοσχέδιον διὰ τοῦ ὁποίου ρυθμίζονται τὰ ζητήματα τῆς κυβερνήσεως καὶ τῆς ἀντιπολιτεύσεως ὡς καὶ ἄλλα θέματα ἐσωτερικῆς πολιτικῆς τὰ ὁποῖα ἀπασχολοῦν τὴν κοινὴν γνώμην ἀπὸ πολλοῦ χρόνου καὶ διὰ τὰ ὁποῖα ἔχουν ἐκφρασθῆ ἐπανειλημμένως ἀπόψεις ἐκ μέρους τῶν ἁρμοδίων παραγόντων τῆς χώρας <box>410 966 591 1121</box>
subhead-brednimas: Ο κ. ΜΠΡΕΔΗΜΑΣ <box>817 402 922 415</box>
article-body-threat: κατὰ τὴν σημερινὴν συνεδρίασιν τοῦ ὑπουργικοῦ συμβουλίου ἀπεφασίσθη ὅπως ὑποβληθῇ εἰς τὴν Βουλὴν τὸ σχετικὸν νομοσχέδιον διὰ τοῦ ὁποίου ρυθμίζονται τὰ ζητήματα τῆς κυβερνήσεως καὶ τῆς ἀντιπολιτεύσεως ὡς καὶ ἄλλα θέματα ἐσωτερικῆς πολιτικῆς τὰ ὁποῖα ἀπασχολοῦν τὴν κοινὴν γνώμην ἀπὸ πολλοῦ χρόνου καὶ διὰ τὰ ὁποῖα ἔχουν ἐκφρασθῆ ἐπανειλημμένως ἀπόψεις ἐκ μέρους τῶν ἁρμοδίων παραγόντων τῆς χώρας <box>410 2007 591 2150</box>
